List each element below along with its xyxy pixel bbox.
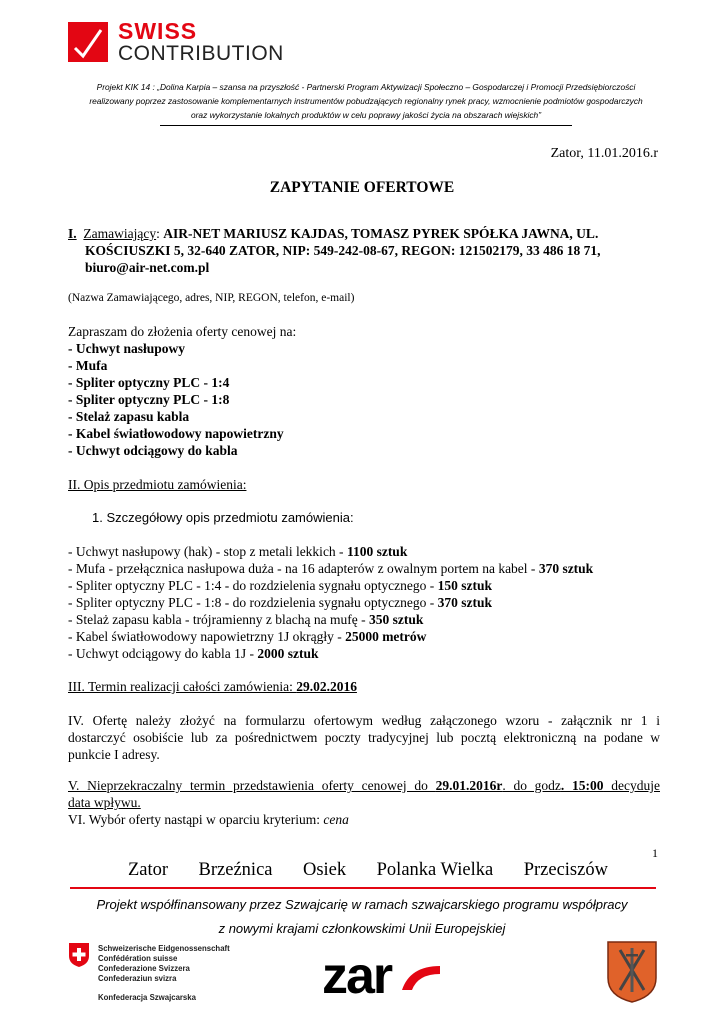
swiss-contribution-logo-icon: [68, 22, 108, 62]
project-line-1: Projekt KIK 14 : „Dolina Karpia – szansa na przyszłość - Partnerski Program Aktywizacji Społeczno – Gospodarczej i Promocji Przedsiębiorczości: [96, 82, 636, 92]
detail-row: - Spliter optyczny PLC - 1:8 - do rozdzielenia sygnału optycznego - 370 sztuk: [68, 595, 493, 610]
order-details: [68, 543, 668, 662]
document-date: Zator, 11.01.2016.r: [550, 146, 658, 161]
section-6-criterion: VI. Wybór oferty nastąpi w oparciu kryterium: cena: [68, 812, 349, 827]
project-line-2: realizowany poprzez zastosowanie komplementarnych instrumentów pobudzających regionalny rynek pracy, wzmocnienie podmiotów gospodarczych: [89, 96, 643, 106]
detail-row: - Mufa - przełącznica nasłupowa duża - na 16 adapterów z owalnym portem na kabel - 370 sztuk: [68, 561, 594, 576]
list-item: - Spliter optyczny PLC - 1:8: [68, 392, 230, 407]
section-1-label: Zamawiający: [83, 226, 157, 241]
detail-row: - Spliter optyczny PLC - 1:4 - do rozdzielenia sygnału optycznego - 150 sztuk: [68, 578, 493, 593]
contractor-line-1: AIR-NET MARIUSZ KAJDAS, TOMASZ PYREK SPÓŁKA JAWNA, UL.: [163, 226, 599, 241]
contractor-line-2: KOŚCIUSZKI 5, 32-640 ZATOR, NIP: 549-242-08-67, REGON: 121502179, 33 486 18 71,: [85, 243, 601, 258]
section-2-heading: II. Opis przedmiotu zamówienia:: [68, 477, 247, 492]
detail-row: - Uchwyt odciągowy do kabla 1J - 2000 sztuk: [68, 646, 319, 661]
town-name: Polanka Wielka: [376, 860, 494, 880]
section-1-contracting-party: I. Zamawiający: AIR-NET MARIUSZ KAJDAS, TOMASZ PYREK SPÓŁKA JAWNA, UL. KOŚCIUSZKI 5, 32-640 ZATOR, NIP: 549-242-08-67, REGON: 121502179, 33 486 18 71, biuro@air-net.com.pl: [68, 225, 668, 276]
list-item: - Uchwyt nasłupowy: [68, 341, 186, 356]
town-name: Osiek: [302, 860, 347, 880]
invitation-intro: Zapraszam do złożenia oferty cenowej na:: [68, 324, 297, 339]
section-3-deadline: III. Termin realizacji całości zamówienia: 29.02.2016: [68, 679, 357, 694]
project-description: [66, 80, 666, 122]
footer-divider: [70, 887, 656, 889]
list-item: - Kabel światłowodowy napowietrzny: [68, 426, 284, 441]
section-2-subheading: 1. Szczegółowy opis przedmiotu zamówienia:: [92, 510, 354, 525]
header-divider: [160, 125, 572, 126]
detail-row: - Stelaż zapasu kabla - trójramienny z blachą na mufę - 350 sztuk: [68, 612, 424, 627]
logo-contribution-text: CONTRIBUTION: [118, 42, 284, 65]
town-name: Brzeźnica: [198, 860, 273, 880]
swiss-federation-names: Schweizerische Eidgenossenschaft Confédération suisse Confederazione Svizzera Confederaziun svizra: [98, 944, 230, 983]
list-item: - Spliter optyczny PLC - 1:4: [68, 375, 230, 390]
list-item: - Mufa: [68, 358, 108, 373]
section-4-submission: IV. Ofertę należy złożyć na formularzu ofertowym według załączonego wzoru - załącznik nr 1 i dostarczyć osobiście lub za pośrednictwem poczty tradycyjnej lub pocztą elektroniczną na podane w punkcie I adresy.: [68, 713, 660, 762]
zar-logo-accent-icon: [400, 962, 442, 997]
swiss-federation-polish: Konfederacja Szwajcarska: [98, 993, 196, 1002]
swiss-shield-icon: [68, 942, 90, 973]
cofinancing-line-2: z nowymi krajami członkowskimi Unii Europejskiej: [218, 921, 506, 936]
town-name: Przeciszów: [523, 860, 608, 880]
list-item: - Uchwyt odciągowy do kabla: [68, 443, 238, 458]
contractor-email: biuro@air-net.com.pl: [85, 260, 210, 275]
town-list: [128, 860, 608, 881]
coat-of-arms-icon: [606, 940, 658, 1009]
section-1-number: I.: [68, 226, 77, 241]
detail-row: - Uchwyt nasłupowy (hak) - stop z metali lekkich - 1100 sztuk: [68, 544, 408, 559]
section-5-offer-deadline: V. Nieprzekraczalny termin przedstawienia oferty cenowej do 29.01.2016r. do godz. 15:00 decyduje data wpływu.: [68, 778, 660, 810]
document-title: ZAPYTANIE OFERTOWE: [269, 179, 455, 196]
cofinancing-line-1: Projekt współfinansowany przez Szwajcarię w ramach szwajcarskiego programu współpracy: [96, 897, 628, 912]
invitation-list: [68, 323, 668, 459]
detail-row: - Kabel światłowodowy napowietrzny 1J okrągły - 25000 metrów: [68, 629, 427, 644]
project-line-3: oraz wykorzystanie lokalnych produktów w celu poprawy jakości życia na obszarach wiejskich”: [190, 110, 542, 120]
logo-swiss-text: SWISS: [118, 18, 198, 44]
contractor-note: (Nazwa Zamawiającego, adres, NIP, REGON, telefon, e-mail): [68, 292, 355, 304]
page-number: 1: [652, 846, 658, 860]
list-item: - Stelaż zapasu kabla: [68, 409, 190, 424]
town-name: Zator: [128, 860, 169, 880]
zar-logo: zar: [322, 947, 392, 1005]
